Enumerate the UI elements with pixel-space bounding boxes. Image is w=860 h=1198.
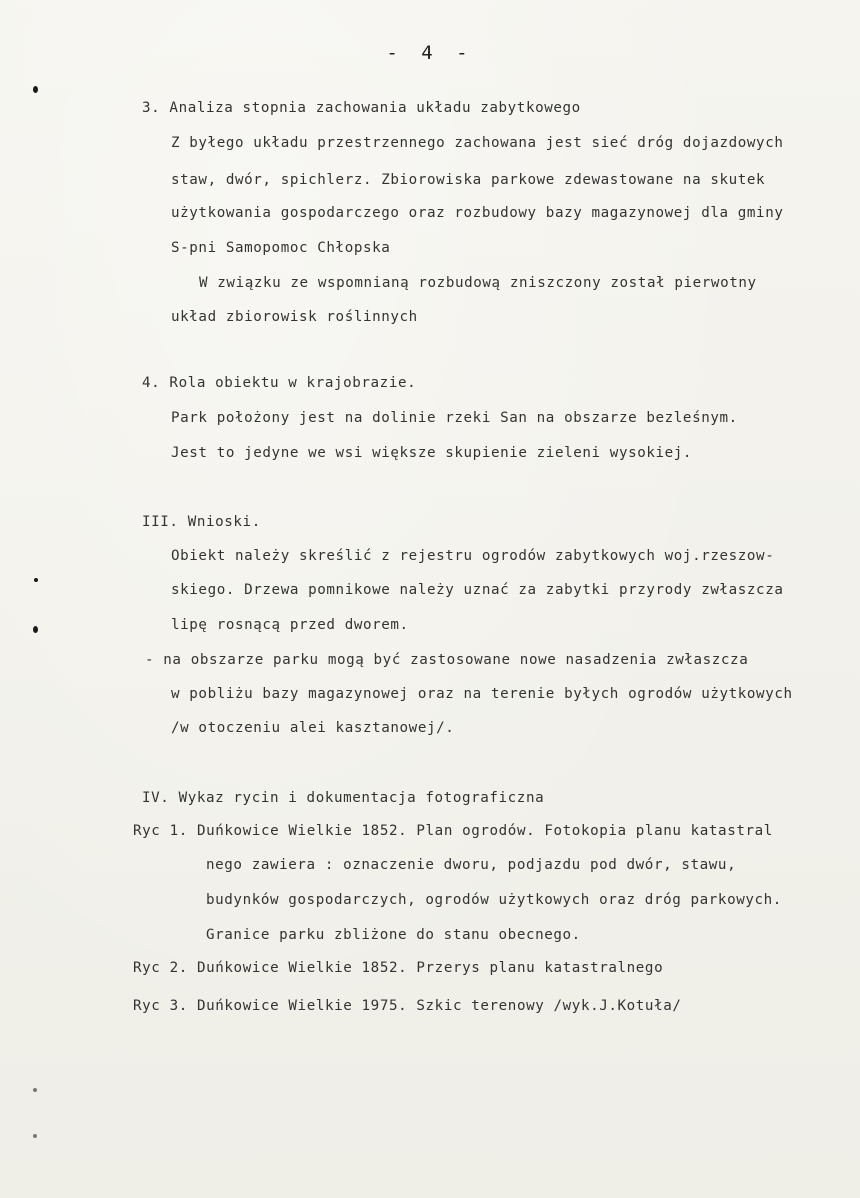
section-iv-heading: IV. Wykaz rycin i dokumentacja fotograficzna bbox=[142, 790, 545, 806]
section-3-heading: 3. Analiza stopnia zachowania układu zabytkowego bbox=[142, 100, 581, 116]
section-iii-line: /w otoczeniu alei kasztanowej/. bbox=[171, 720, 455, 736]
figure-list-line: Granice parku zbliżone do stanu obecnego. bbox=[206, 927, 581, 943]
punch-hole-mark bbox=[33, 1134, 37, 1138]
figure-list-line: nego zawiera : oznaczenie dworu, podjazdu pod dwór, stawu, bbox=[206, 857, 737, 873]
figure-list-line: Ryc 2. Duńkowice Wielkie 1852. Przerys planu katastralnego bbox=[133, 960, 664, 976]
section-iii-line: lipę rosnącą przed dworem. bbox=[171, 617, 409, 633]
section-3-line: użytkowania gospodarczego oraz rozbudowy bazy magazynowej dla gminy bbox=[171, 205, 784, 221]
punch-hole-mark bbox=[33, 626, 38, 633]
section-3-line: Z byłego układu przestrzennego zachowana jest sieć dróg dojazdowych bbox=[171, 135, 784, 151]
section-4-heading: 4. Rola obiektu w krajobrazie. bbox=[142, 375, 417, 391]
section-iii-line: Obiekt należy skreślić z rejestru ogrodów zabytkowych woj.rzeszow- bbox=[171, 548, 775, 564]
figure-list-line: Ryc 1. Duńkowice Wielkie 1852. Plan ogrodów. Fotokopia planu katastral bbox=[133, 823, 773, 839]
punch-hole-mark bbox=[34, 578, 38, 582]
section-4-line: Park położony jest na dolinie rzeki San na obszarze bezleśnym. bbox=[171, 410, 738, 426]
figure-list-line: Ryc 3. Duńkowice Wielkie 1975. Szkic terenowy /wyk.J.Kotuła/ bbox=[133, 998, 682, 1014]
page-number: - 4 - bbox=[386, 42, 474, 64]
section-iii-line: w pobliżu bazy magazynowej oraz na terenie byłych ogrodów użytkowych bbox=[171, 686, 793, 702]
section-iii-heading: III. Wnioski. bbox=[142, 514, 261, 530]
punch-hole-mark bbox=[33, 86, 38, 93]
section-3-line: W związku ze wspomnianą rozbudową zniszczony został pierwotny bbox=[199, 275, 757, 291]
section-3-line: S-pni Samopomoc Chłopska bbox=[171, 240, 391, 256]
section-4-line: Jest to jedyne we wsi większe skupienie zieleni wysokiej. bbox=[171, 445, 693, 461]
section-iii-line: skiego. Drzewa pomnikowe należy uznać za zabytki przyrody zwłaszcza bbox=[171, 582, 784, 598]
section-3-line: układ zbiorowisk roślinnych bbox=[171, 309, 418, 325]
punch-hole-mark bbox=[33, 1088, 37, 1092]
section-3-line: staw, dwór, spichlerz. Zbiorowiska parkowe zdewastowane na skutek bbox=[171, 172, 766, 188]
figure-list-line: budynków gospodarczych, ogrodów użytkowych oraz dróg parkowych. bbox=[206, 892, 782, 908]
section-iii-line: - na obszarze parku mogą być zastosowane nowe nasadzenia zwłaszcza bbox=[145, 652, 749, 668]
